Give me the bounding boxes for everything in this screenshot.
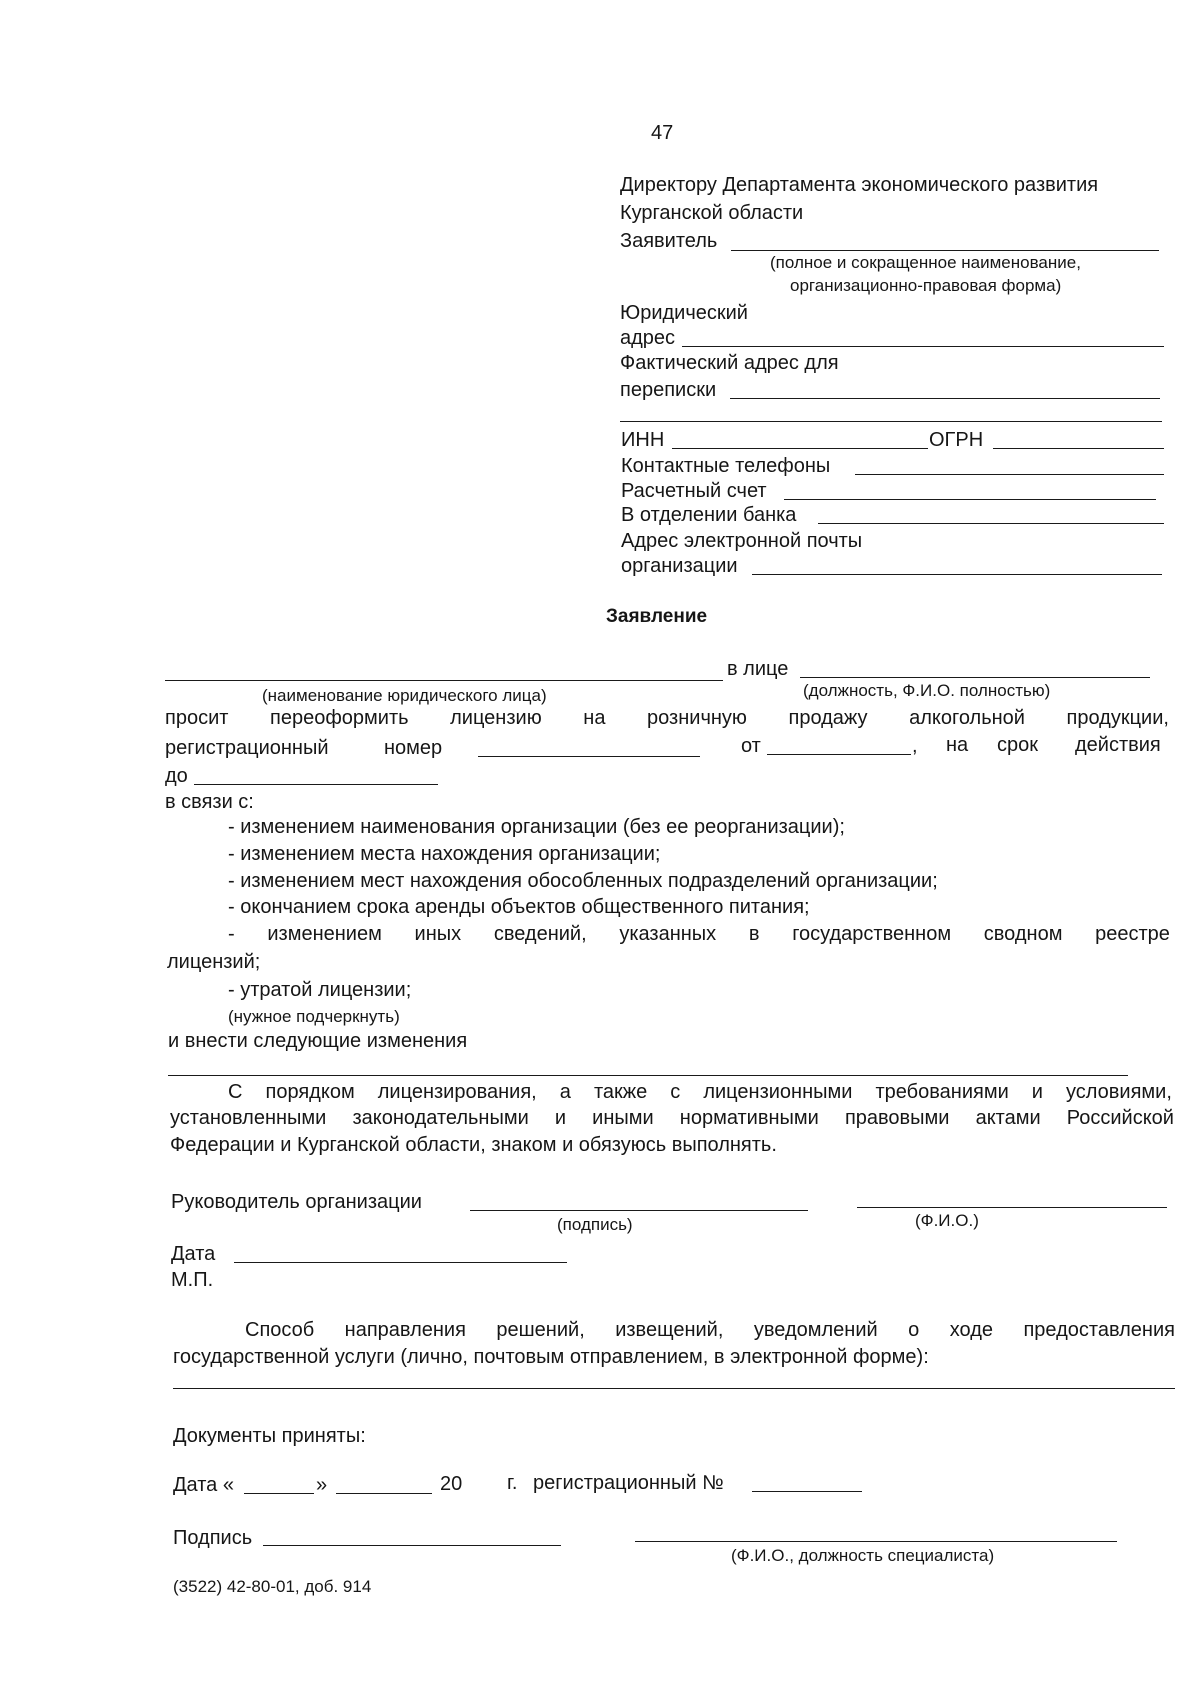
procedure-word: лицензирования, (377, 1081, 537, 1103)
signature-note: (подпись) (557, 1215, 633, 1234)
date-label: Дата (171, 1243, 216, 1265)
term-word-3: действия (1075, 734, 1161, 756)
bank-field-line[interactable] (818, 523, 1164, 524)
procedure-word: лицензионными (703, 1081, 853, 1103)
phones-field-line[interactable] (855, 474, 1164, 475)
head-name-field-line[interactable] (857, 1207, 1167, 1208)
legal-address-label-1: Юридический (620, 302, 748, 324)
request-word: продукции, (1066, 707, 1169, 729)
request-word: алкогольной (909, 707, 1025, 729)
in-person-label: в лице (727, 658, 789, 680)
procedure-word: порядком (265, 1081, 355, 1103)
reason-5-word: государственном (792, 923, 952, 945)
delivery-field-line[interactable] (173, 1388, 1175, 1389)
request-word: лицензию (450, 707, 542, 729)
procedure-word: условиями, (1066, 1081, 1172, 1103)
due-to-label: в связи с: (165, 791, 254, 813)
procedure-word: С (228, 1081, 243, 1103)
applicant-note-2: организационно-правовая форма) (790, 276, 1062, 295)
account-field-line[interactable] (784, 499, 1156, 500)
request-line (165, 706, 1169, 730)
from-date-field-line[interactable] (767, 754, 911, 755)
reason-5-word: - (228, 923, 235, 945)
reg-word-1: регистрационный (165, 737, 329, 759)
head-signature-field-line[interactable] (470, 1210, 808, 1211)
term-word-1: на (946, 734, 969, 756)
document-title: Заявление (606, 606, 708, 627)
reason-5-word: сводном (983, 923, 1063, 945)
reason-5-word: сведений, (493, 923, 587, 945)
accept-reg-number-field-line[interactable] (752, 1491, 862, 1492)
phones-label: Контактные телефоны (621, 455, 831, 477)
reason-5[interactable] (228, 922, 1170, 946)
ogrn-label: ОГРН (929, 429, 984, 451)
reason-5-word: изменением (267, 923, 382, 945)
procedure-word: иными (592, 1107, 654, 1129)
delivery-word: Способ (245, 1319, 315, 1341)
accept-close-quote: » (316, 1474, 328, 1496)
changes-label: и внести следующие изменения (168, 1030, 468, 1052)
applicant-note-1: (полное и сокращенное наименование, (770, 253, 1081, 272)
seal-label: М.П. (171, 1269, 214, 1291)
reason-4[interactable]: - окончанием срока аренды объектов общественного питания; (228, 896, 810, 918)
request-word: продажу (788, 707, 868, 729)
request-word: переоформить (270, 707, 409, 729)
procedure-line-3: Федерации и Курганской области, знаком и обязуюсь выполнять. (170, 1134, 777, 1156)
bank-label: В отделении банка (621, 504, 797, 526)
reason-1[interactable]: - изменением наименования организации (без ее реорганизации); (228, 816, 845, 838)
procedure-word: и (1031, 1081, 1043, 1103)
actual-address-extra-line[interactable] (620, 421, 1162, 422)
procedure-word: с (670, 1081, 681, 1103)
procedure-word: также (593, 1081, 648, 1103)
delivery-word: уведомлений (753, 1319, 878, 1341)
ogrn-field-line[interactable] (993, 448, 1164, 449)
org-name-field-line[interactable] (165, 680, 723, 681)
addressee-line-1: Директору Департамента экономического развития (620, 174, 1099, 196)
underline-note: (нужное подчеркнуть) (228, 1007, 400, 1026)
name-note: (Ф.И.О.) (915, 1211, 979, 1230)
applicant-label: Заявитель (620, 230, 718, 252)
delivery-word: решений, (496, 1319, 585, 1341)
reason-6[interactable]: - утратой лицензии; (228, 979, 412, 1001)
date-field-line[interactable] (234, 1262, 567, 1263)
accept-reg-number-label: регистрационный № (533, 1472, 724, 1494)
applicant-field-line[interactable] (731, 250, 1159, 251)
procedure-word: и (554, 1107, 567, 1129)
procedure-line-2 (170, 1106, 1174, 1130)
accept-year-suffix: г. (507, 1472, 518, 1494)
reason-5-continuation: лицензий; (167, 951, 261, 973)
legal-address-label-2: адрес (620, 327, 676, 349)
contact-phone: (3522) 42-80-01, доб. 914 (173, 1577, 372, 1596)
accept-day-field-line[interactable] (244, 1493, 314, 1494)
actual-address-label-1: Фактический адрес для (620, 352, 839, 374)
reason-5-word: в (748, 923, 760, 945)
position-note: (должность, Ф.И.О. полностью) (803, 681, 1051, 700)
delivery-word: предоставления (1023, 1319, 1175, 1341)
procedure-line-1 (228, 1080, 1172, 1104)
request-word: на (583, 707, 606, 729)
from-label: от (741, 735, 761, 757)
procedure-word: нормативными (679, 1107, 819, 1129)
specialist-note: (Ф.И.О., должность специалиста) (731, 1546, 995, 1565)
accept-signature-field-line[interactable] (263, 1545, 561, 1546)
term-word-2: срок (997, 734, 1038, 756)
accept-month-field-line[interactable] (336, 1493, 432, 1494)
org-name-note: (наименование юридического лица) (262, 686, 547, 705)
accept-year-prefix: 20 (440, 1473, 463, 1495)
page-number: 47 (651, 122, 674, 144)
reg-number-field-line[interactable] (478, 756, 700, 757)
reason-5-word: иных (414, 923, 462, 945)
reason-2[interactable]: - изменением места нахождения организации; (228, 843, 661, 865)
inn-field-line[interactable] (672, 448, 928, 449)
specialist-field-line[interactable] (635, 1541, 1117, 1542)
reason-3[interactable]: - изменением мест нахождения обособленных подразделений организации; (228, 870, 938, 892)
changes-field-line[interactable] (168, 1075, 1128, 1076)
delivery-line-1 (245, 1318, 1175, 1342)
actual-address-field-line[interactable] (730, 398, 1160, 399)
accepted-label: Документы приняты: (173, 1425, 366, 1447)
reg-word-2: номер (384, 737, 443, 759)
inn-label: ИНН (621, 429, 665, 451)
procedure-word: установленными (170, 1107, 327, 1129)
reason-5-word: реестре (1095, 923, 1170, 945)
position-name-field-line[interactable] (800, 677, 1150, 678)
delivery-word: направления (344, 1319, 466, 1341)
delivery-word: ходе (949, 1319, 993, 1341)
email-field-line[interactable] (752, 574, 1162, 575)
account-label: Расчетный счет (621, 480, 767, 502)
procedure-word: Российской (1066, 1107, 1174, 1129)
request-word: просит (165, 707, 229, 729)
accept-date-label: Дата « (173, 1474, 234, 1496)
accept-signature-label: Подпись (173, 1527, 253, 1549)
email-label-2: организации (621, 555, 738, 577)
request-word: розничную (647, 707, 747, 729)
from-comma: , (912, 735, 918, 757)
email-label-1: Адрес электронной почты (621, 530, 863, 552)
legal-address-field-line[interactable] (682, 346, 1164, 347)
reason-5-word: указанных (619, 923, 717, 945)
procedure-word: правовыми (844, 1107, 950, 1129)
head-label: Руководитель организации (171, 1191, 422, 1213)
procedure-word: требованиями (875, 1081, 1009, 1103)
procedure-word: актами (975, 1107, 1041, 1129)
delivery-line-2: государственной услуги (лично, почтовым отправлением, в электронной форме): (173, 1346, 929, 1368)
delivery-word: о (908, 1319, 920, 1341)
until-label: до (165, 765, 188, 787)
procedure-word: законодательными (352, 1107, 529, 1129)
actual-address-label-2: переписки (620, 379, 717, 401)
addressee-line-2: Курганской области (620, 202, 804, 224)
delivery-word: извещений, (615, 1319, 724, 1341)
procedure-word: а (559, 1081, 571, 1103)
until-date-field-line[interactable] (194, 784, 438, 785)
